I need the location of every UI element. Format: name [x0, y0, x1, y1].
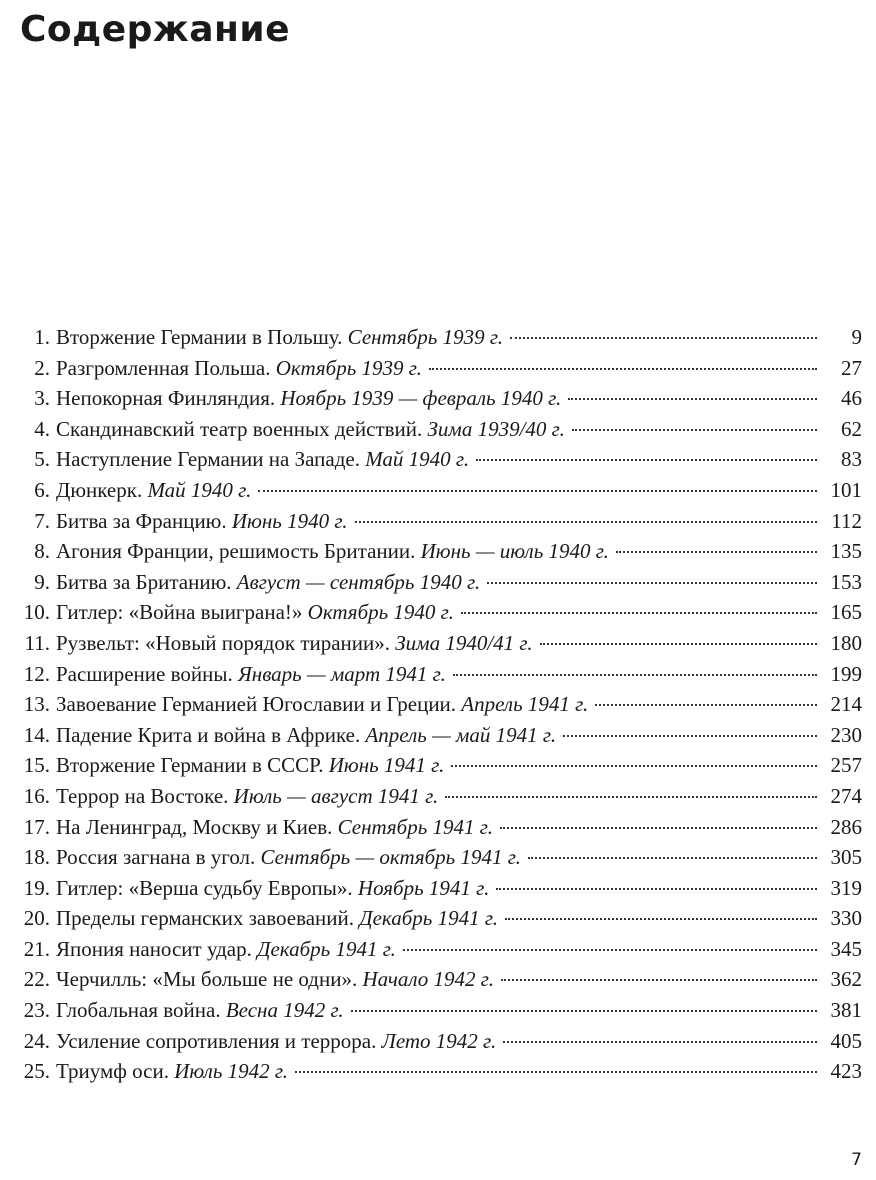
- toc-entry-number: 23.: [23, 998, 50, 1023]
- page-title: Содержание: [20, 9, 291, 50]
- toc-entry-number: 18.: [23, 845, 50, 870]
- toc-entry-title: [56, 506, 352, 537]
- toc-entry-date: Апрель — май 1941 г.: [365, 722, 557, 747]
- toc-entry-date: Июнь — июль 1940 г.: [420, 539, 609, 564]
- toc-entry-date: Май 1940 г.: [147, 477, 252, 502]
- toc-entry[interactable]: [0, 842, 876, 873]
- toc-entry-title-text: Завоевание Германией Югославии и Греции.: [56, 692, 457, 717]
- toc-entry-page: 153: [830, 569, 862, 594]
- toc-entry-title: [56, 475, 255, 506]
- toc-entry-title-text: Разгромленная Польша.: [56, 355, 271, 380]
- toc-entry-title: [56, 995, 348, 1026]
- toc-dot-leader: [616, 551, 817, 553]
- toc-entry-number: 10.: [23, 600, 50, 625]
- toc-dot-leader: [451, 765, 817, 767]
- toc-entry-title: [56, 873, 493, 904]
- toc-entry[interactable]: [0, 414, 876, 445]
- toc-dot-leader: [351, 1010, 817, 1012]
- toc-entry-number: 17.: [23, 814, 50, 839]
- toc-entry-date: Зима 1940/41 г.: [395, 630, 533, 655]
- toc-entry-number: 12.: [23, 661, 50, 686]
- toc-entry-date: Июль — август 1941 г.: [233, 783, 439, 808]
- toc-entry-date: Октябрь 1940 г.: [307, 600, 454, 625]
- toc-entry[interactable]: [0, 536, 876, 567]
- toc-entry-date: Май 1940 г.: [365, 447, 470, 472]
- toc-entry-page: 46: [841, 386, 862, 411]
- toc-entry-page: 274: [830, 783, 862, 808]
- toc-entry-title-text: Черчилль: «Мы больше не одни».: [56, 967, 358, 992]
- toc-entry-title-text: Пределы германских завоеваний.: [56, 906, 354, 931]
- toc-entry-number: 19.: [23, 875, 50, 900]
- toc-entry-page: 112: [831, 508, 862, 533]
- toc-entry-title: [56, 536, 613, 567]
- toc-dot-leader: [355, 521, 818, 523]
- toc-dot-leader: [258, 490, 817, 492]
- toc-entry-page: 27: [841, 355, 862, 380]
- toc-entry-date: Сентябрь 1941 г.: [337, 814, 493, 839]
- toc-entry-date: Сентябрь — октябрь 1941 г.: [260, 845, 521, 870]
- toc-entry[interactable]: [0, 1026, 876, 1057]
- toc-entry[interactable]: [0, 567, 876, 598]
- toc-entry-page: 83: [841, 447, 862, 472]
- toc-entry-page: 362: [830, 967, 862, 992]
- toc-entry-title-text: Наступление Германии на Западе.: [56, 447, 360, 472]
- toc-entry-title-text: Россия загнана в угол.: [56, 845, 256, 870]
- toc-entry-title-text: Непокорная Финляндия.: [56, 386, 276, 411]
- toc-entry-title: [56, 567, 484, 598]
- toc-entry-title-text: Агония Франции, решимость Британии.: [56, 539, 416, 564]
- toc-dot-leader: [295, 1071, 817, 1073]
- toc-entry-number: 24.: [23, 1028, 50, 1053]
- toc-entry-date: Ноябрь 1941 г.: [357, 875, 490, 900]
- toc-entry-title-text: Рузвельт: «Новый порядок тирании».: [56, 630, 391, 655]
- toc-entry-title: [56, 322, 507, 353]
- toc-entry-title: [56, 720, 560, 751]
- toc-entry-number: 4.: [34, 416, 50, 441]
- toc-entry-date: Август — сентябрь 1940 г.: [236, 569, 481, 594]
- toc-entry-title: [56, 934, 400, 965]
- toc-entry-number: 5.: [34, 447, 50, 472]
- toc-entry-title: [56, 781, 442, 812]
- toc-entry-page: 305: [830, 845, 862, 870]
- toc-entry[interactable]: [0, 444, 876, 475]
- toc-dot-leader: [528, 857, 817, 859]
- toc-dot-leader: [595, 704, 817, 706]
- toc-entry-title: [56, 812, 497, 843]
- toc-dot-leader: [572, 429, 817, 431]
- toc-entry[interactable]: [0, 628, 876, 659]
- toc-entry-title: [56, 903, 502, 934]
- toc-entry-title: [56, 842, 525, 873]
- toc-entry-page: 165: [830, 600, 862, 625]
- toc-entry-date: Октябрь 1939 г.: [275, 355, 422, 380]
- toc-entry-page: 319: [830, 875, 862, 900]
- toc-entry-title-text: Террор на Востоке.: [56, 783, 229, 808]
- toc-entry-number: 7.: [34, 508, 50, 533]
- toc-entry-title: [56, 597, 458, 628]
- toc-dot-leader: [501, 979, 817, 981]
- toc-entry-date: Июль 1942 г.: [174, 1059, 289, 1084]
- toc-entry-number: 8.: [34, 539, 50, 564]
- toc-dot-leader: [500, 827, 817, 829]
- toc-entry[interactable]: [0, 322, 876, 353]
- toc-entry-date: Ноябрь 1939 — февраль 1940 г.: [280, 386, 562, 411]
- toc-entry-title-text: Битва за Британию.: [56, 569, 232, 594]
- toc-entry-page: 135: [830, 539, 862, 564]
- toc-dot-leader: [568, 398, 817, 400]
- toc-dot-leader: [429, 368, 817, 370]
- toc-entry[interactable]: [0, 353, 876, 384]
- toc-entry-number: 6.: [34, 477, 50, 502]
- toc-entry[interactable]: [0, 689, 876, 720]
- toc-dot-leader: [510, 337, 817, 339]
- toc-entry-number: 9.: [34, 569, 50, 594]
- toc-entry[interactable]: [0, 812, 876, 843]
- toc-dot-leader: [540, 643, 817, 645]
- toc-entry[interactable]: [0, 781, 876, 812]
- toc-entry-title: [56, 628, 537, 659]
- toc-entry-number: 22.: [23, 967, 50, 992]
- toc-entry-page: 286: [830, 814, 862, 839]
- toc-dot-leader: [476, 459, 817, 461]
- toc-entry-page: 101: [830, 477, 862, 502]
- toc-entry-date: Начало 1942 г.: [362, 967, 494, 992]
- toc-entry-title-text: Скандинавский театр военных действий.: [56, 416, 423, 441]
- toc-entry-title-text: На Ленинград, Москву и Киев.: [56, 814, 333, 839]
- toc-entry-number: 3.: [34, 386, 50, 411]
- toc-entry[interactable]: [0, 1056, 876, 1087]
- toc-entry-number: 2.: [34, 355, 50, 380]
- toc-entry-page: 199: [830, 661, 862, 686]
- toc-entry-number: 1.: [34, 325, 50, 349]
- toc-dot-leader: [503, 1041, 817, 1043]
- toc-entry-title-text: Расширение войны.: [56, 661, 233, 686]
- toc-entry[interactable]: [0, 873, 876, 904]
- toc-entry-title: [56, 383, 565, 414]
- toc-dot-leader: [496, 888, 817, 890]
- toc-entry-date: Лето 1942 г.: [381, 1028, 497, 1053]
- toc-entry-title-text: Гитлер: «Война выиграна!»: [56, 600, 303, 625]
- toc-entry-title: [56, 414, 569, 445]
- toc-entry-title-text: Битва за Францию.: [56, 508, 227, 533]
- toc-entry[interactable]: [0, 964, 876, 995]
- toc-entry-title: [56, 964, 498, 995]
- toc-entry-title-text: Дюнкерк.: [56, 477, 143, 502]
- toc-dot-leader: [505, 918, 817, 920]
- toc-dot-leader: [403, 949, 817, 951]
- toc-entry-page: 423: [830, 1059, 862, 1084]
- toc-entry-page: 405: [830, 1028, 862, 1053]
- toc-entry-number: 11.: [24, 630, 50, 655]
- toc-entry-number: 15.: [23, 753, 50, 778]
- toc-entry[interactable]: [0, 597, 876, 628]
- toc-entry-title: [56, 689, 592, 720]
- toc-dot-leader: [461, 612, 817, 614]
- toc-entry-number: 21.: [23, 936, 50, 961]
- toc-entry[interactable]: [0, 995, 876, 1026]
- page-number: 7: [851, 1150, 862, 1170]
- toc-entry-title-text: Вторжение Германии в СССР.: [56, 753, 324, 778]
- toc-entry-title-text: Гитлер: «Верша судьбу Европы».: [56, 875, 353, 900]
- toc-entry-number: 25.: [23, 1059, 50, 1084]
- toc-entry-page: 62: [841, 416, 862, 441]
- toc-entry[interactable]: [0, 383, 876, 414]
- toc-entry-number: 16.: [23, 783, 50, 808]
- toc-entry-page: 9: [851, 325, 862, 349]
- toc-entry[interactable]: [0, 475, 876, 506]
- toc-entry-title-text: Вторжение Германии в Польшу.: [56, 325, 343, 349]
- toc-entry-date: Декабрь 1941 г.: [359, 906, 499, 931]
- toc-entry[interactable]: [0, 506, 876, 537]
- toc-entry[interactable]: [0, 934, 876, 965]
- toc-entry[interactable]: [0, 659, 876, 690]
- toc-entry-title: [56, 444, 473, 475]
- toc-dot-leader: [445, 796, 817, 798]
- toc-entry-date: Январь — март 1941 г.: [237, 661, 446, 686]
- toc-entry-page: 345: [830, 936, 862, 961]
- toc-entry-page: 214: [830, 692, 862, 717]
- toc-entry-date: Сентябрь 1939 г.: [347, 325, 504, 349]
- toc-entry-date: Декабрь 1941 г.: [257, 936, 396, 961]
- table-of-contents: [0, 322, 876, 1087]
- toc-entry-title-text: Падение Крита и война в Африке.: [56, 722, 361, 747]
- toc-dot-leader: [563, 735, 817, 737]
- toc-entry-date: Зима 1939/40 г.: [427, 416, 565, 441]
- toc-entry-title: [56, 353, 426, 384]
- toc-entry-title: [56, 1026, 500, 1057]
- toc-entry-page: 381: [830, 998, 862, 1023]
- toc-dot-leader: [453, 674, 817, 676]
- toc-entry-title-text: Глобальная война.: [56, 998, 221, 1023]
- toc-entry-page: 330: [830, 906, 862, 931]
- toc-entry-page: 180: [830, 630, 862, 655]
- toc-entry-date: Весна 1942 г.: [225, 998, 344, 1023]
- toc-entry-date: Апрель 1941 г.: [461, 692, 589, 717]
- toc-entry[interactable]: [0, 903, 876, 934]
- toc-entry-number: 14.: [23, 722, 50, 747]
- toc-entry-title: [56, 659, 450, 690]
- toc-entry-title-text: Триумф оси.: [56, 1059, 169, 1084]
- toc-entry-page: 257: [830, 753, 862, 778]
- toc-entry-title-text: Усиление сопротивления и террора.: [56, 1028, 377, 1053]
- toc-entry-title: [56, 750, 448, 781]
- toc-entry-number: 13.: [23, 692, 50, 717]
- toc-entry-title-text: Япония наносит удар.: [56, 936, 252, 961]
- toc-entry-date: Июнь 1940 г.: [231, 508, 348, 533]
- toc-dot-leader: [487, 582, 817, 584]
- toc-entry-title: [56, 1056, 292, 1087]
- toc-entry-number: 20.: [23, 906, 50, 931]
- toc-entry[interactable]: [0, 750, 876, 781]
- toc-entry-page: 230: [830, 722, 862, 747]
- toc-entry[interactable]: [0, 720, 876, 751]
- toc-entry-date: Июнь 1941 г.: [328, 753, 445, 778]
